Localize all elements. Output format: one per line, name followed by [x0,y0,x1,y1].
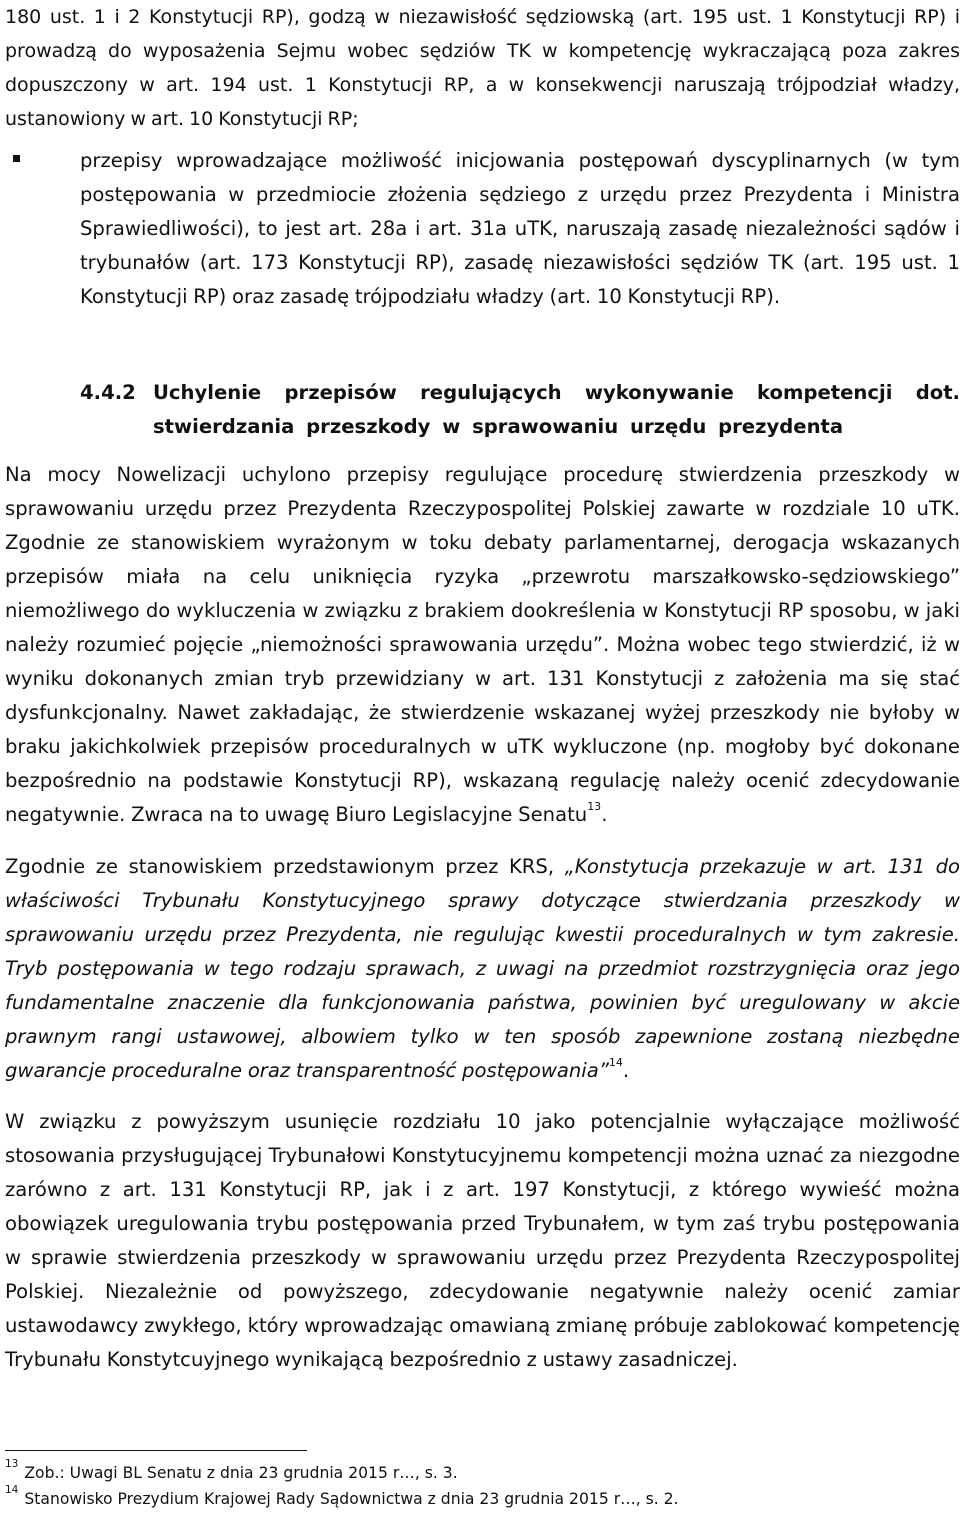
footnote-divider [5,1450,307,1451]
section-title: Uchylenie przepisów regulujących wykonywanie kompetencji dot. stwierdzania przeszkody w sprawowaniu urzędu prezydenta [153,381,960,438]
footnote-ref-13: 13 [587,800,602,814]
paragraph-1 [5,458,960,832]
paragraph-2 [5,850,960,1088]
square-bullet-icon [13,155,20,162]
footnote-13-text: Zob.: Uwagi BL Senatu z dnia 23 grudnia 2015 r…, s. 3. [24,1464,458,1482]
footnote-13-number: 13 [5,1457,19,1470]
footnote-14-text: Stanowisko Prezydium Krajowej Rady Sądownictwa z dnia 23 grudnia 2015 r…, s. 2. [24,1490,679,1508]
footnote-14-number: 14 [5,1483,19,1496]
paragraph-2-lead: Zgodnie ze stanowiskiem przedstawionym przez KRS, [5,855,565,878]
bullet-item: przepisy wprowadzające możliwość inicjowania postępowań dyscyplinarnych (w tym postępowania w przedmiocie złożenia sędziego z urzędu przez Prezydenta i Ministra Sprawiedliwości), to jest art. 28a i art. 31a uTK, naruszają zasadę niezależności sądów i trybunałów (art. 173 Konstytucji RP), zasadę niezawisłości sędziów TK (art. 195 ust. 1 Konstytucji RP) oraz zasadę trójpodziału władzy (art. 10 Konstytucji RP). [80,149,960,308]
footnote-14 [5,1483,679,1509]
footnote-13 [5,1457,458,1483]
paragraph-1-text: Na mocy Nowelizacji uchylono przepisy regulujące procedurę stwierdzenia przeszkody w sprawowaniu urzędu przez Prezydenta Rzeczypospolitej Polskiej zawarte w rozdziale 10 uTK. Zgodnie ze stanowiskiem wyrażonym w toku debaty parlamentarnej, derogacja wskazanych przepisów miała na celu uniknięcia ryzyka „przewrotu marszałkowsko-sędziowskiego” niemożliwego do wykluczenia w związku z brakiem dookreślenia w Konstytucji RP sposobu, w jaki należy rozumieć pojęcie „niemożności sprawowania urzędu”. Można wobec tego stwierdzić, iż w wyniku dokonanych zmian tryb przewidziany w art. 131 Konstytucji z założenia ma się stać dysfunkcjonalny. Nawet zakładając, że stwierdzenie wskazanej wyżej przeszkody nie byłoby w braku jakichkolwiek przepisów proceduralnych w uTK wykluczone (np. mogłoby być dokonane bezpośrednio na podstawie Konstytucji RP), wskazaną regulację należy ocenić zdecydowanie negatywnie. Zwraca na to uwagę Biuro Legislacyjne Senatu [5,463,960,826]
section-number: 4.4.2 [80,381,136,404]
footnote-ref-14: 14 [608,1056,623,1070]
paragraph-3: W związku z powyższym usunięcie rozdziału 10 jako potencjalnie wyłączające możliwość stosowania przysługującej Trybunałowi Konstytucyjnemu kompetencji można uznać za niezgodne zarówno z art. 131 Konstytucji RP, jak i z art. 197 Konstytucji, z którego wywieść można obowiązek uregulowania trybu postępowania przed Trybunałem, w tym zaś trybu postępowania w sprawie stwierdzenia przeszkody w sprawowaniu urzędu przez Prezydenta Rzeczypospolitej Polskiej. Niezależnie od powyższego, zdecydowanie negatywnie należy ocenić zamiar ustawodawcy zwykłego, który wprowadzając omawianą zmianę próbuje zablokować kompetencję Trybunału Konstytcuyjnego wynikającą bezpośrednio z ustawy zasadniczej. [5,1110,960,1371]
krs-quote: „Konstytucja przekazuje w art. 131 do właściwości Trybunału Konstytucyjnego sprawy dotyczące stwierdzania przeszkody w sprawowaniu urzędu przez Prezydenta, nie regulując kwestii proceduralnych w tym zakresie. Tryb postępowania w tego rodzaju sprawach, z uwagi na przedmiot rozstrzygnięcia oraz jego fundamentalne znaczenie dla funkcjonowania państwa, powinien być uregulowany w akcie prawnym rangi ustawowej, albowiem tylko w ten sposób zapewnione zostaną niezbędne gwarancje proceduralne oraz transparentność postępowania” [5,855,960,1082]
intro-paragraph: 180 ust. 1 i 2 Konstytucji RP), godzą w niezawisłość sędziowską (art. 195 ust. 1 Konstytucji RP) i prowadzą do wyposażenia Sejmu wobec sędziów TK w kompetencję wykraczającą poza zakres dopuszczony w art. 194 ust. 1 Konstytucji RP, a w konsekwencji naruszają trójpodział władzy, ustanowiony w art. 10 Konstytucji RP; [5,6,960,130]
paragraph-2-end: . [622,1059,630,1082]
paragraph-1-end: . [601,803,608,826]
